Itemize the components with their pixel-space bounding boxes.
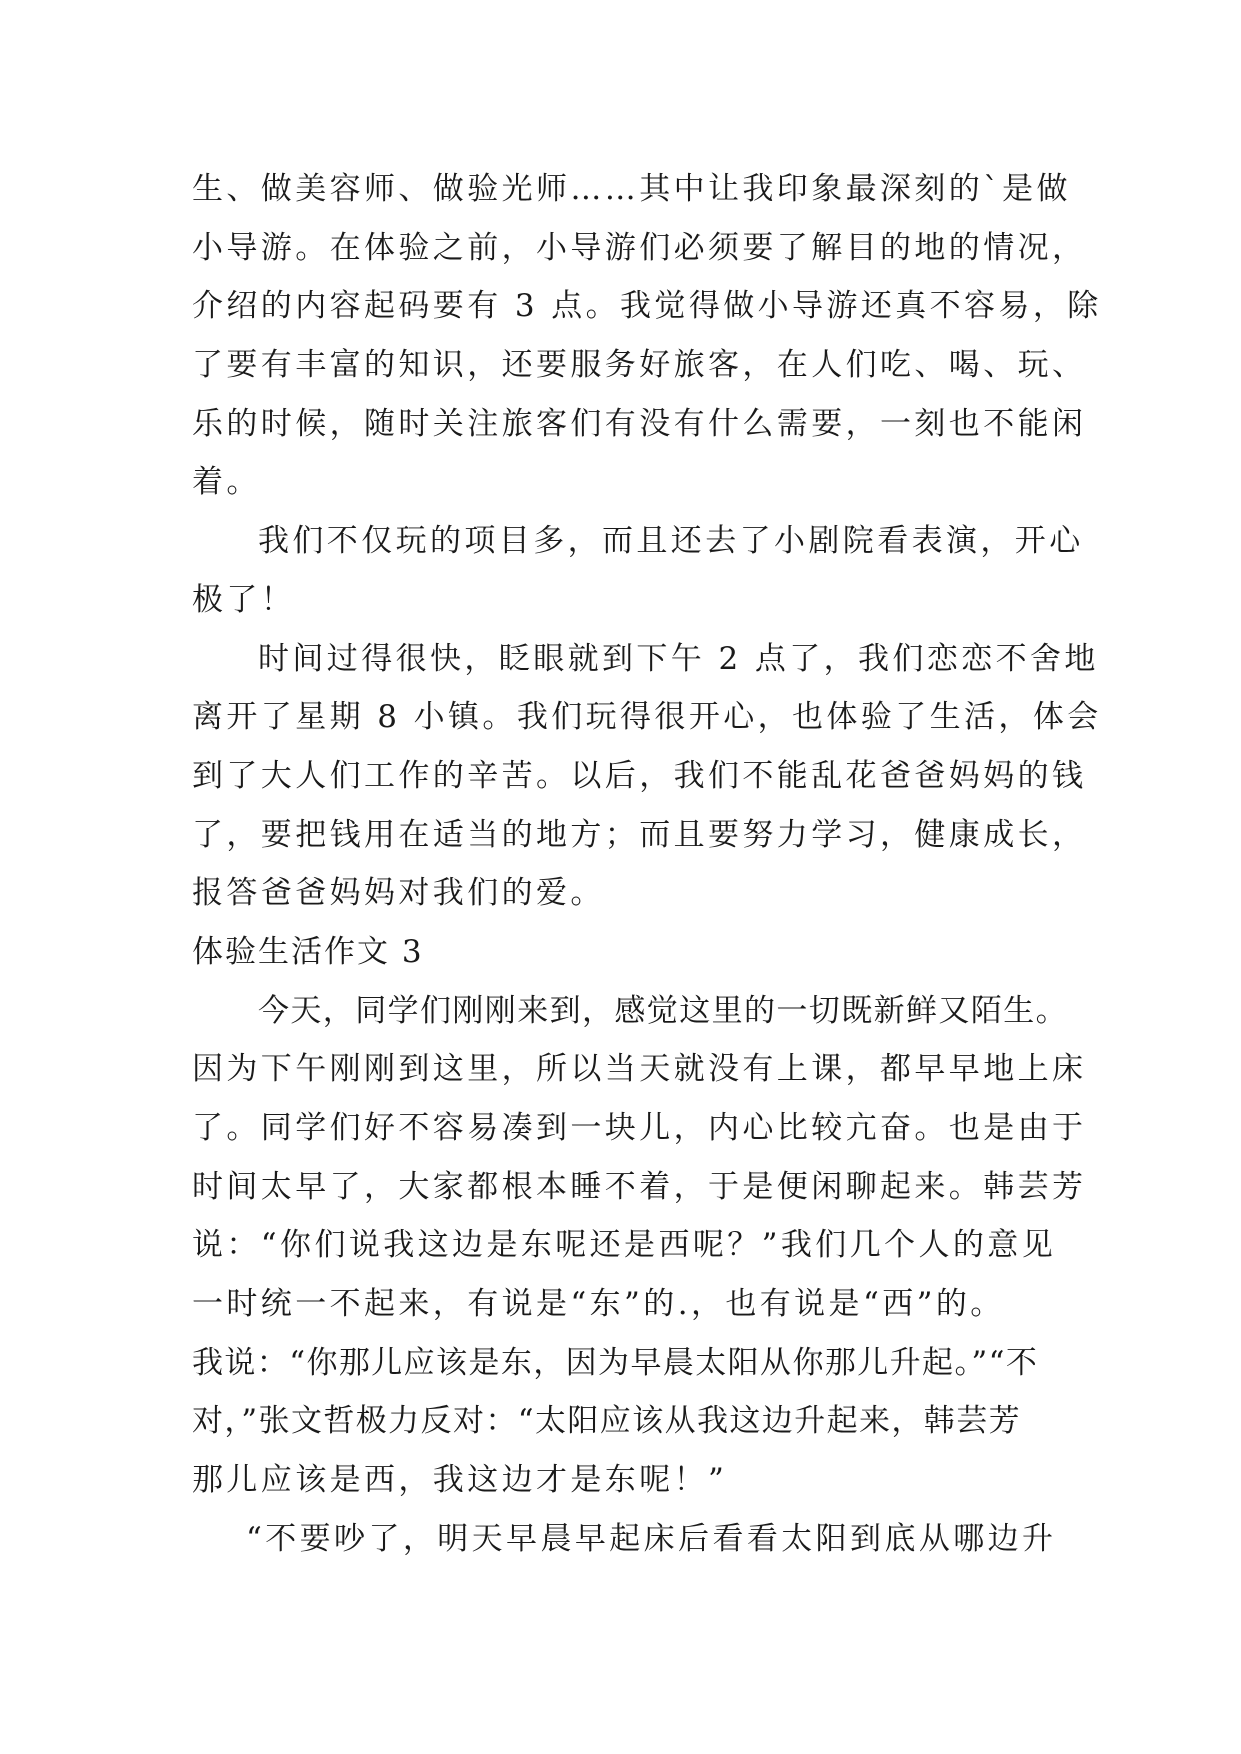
text-line: 对，”张文哲极力反对：“太阳应该从我这边升起来，韩芸芳 [192, 1403, 1021, 1440]
text-line: 因为下午刚刚到这里，所以当天就没有上课，都早早地上床 [192, 1051, 1087, 1088]
text-line: 了要有丰富的知识，还要服务好旅客，在人们吃、喝、玩、 [192, 347, 1087, 384]
text-line: 到了大人们工作的辛苦。以后，我们不能乱花爸爸妈妈的钱 [192, 757, 1087, 794]
section-heading: 体验生活作文 3 [192, 933, 424, 970]
text-line: 一时统一不起来，有说是“东”的.，也有说是“西”的。 [192, 1286, 1005, 1323]
paragraph-first-line: “不要吵了，明天早晨早起床后看看太阳到底从哪边升 [246, 1520, 1057, 1557]
paragraph-first-line: 今天，同学们刚刚来到，感觉这里的一切既新鲜又陌生。 [258, 992, 1068, 1029]
text-line: 说：“你们说我这边是东呢还是西呢？”我们几个人的意见 [192, 1227, 1057, 1264]
text-line: 报答爸爸妈妈对我们的爱。 [192, 875, 605, 912]
text-line: 着。 [192, 464, 261, 501]
document-body [192, 160, 1102, 1569]
text-line: 时间太早了，大家都根本睡不着，于是便闲聊起来。韩芸芳 [192, 1168, 1087, 1205]
paragraph-first-line: 我们不仅玩的项目多，而且还去了小剧院看表演，开心 [258, 523, 1084, 560]
paragraph-first-line: 时间过得很快，眨眼就到下午 2 点了，我们恋恋不舍地 [258, 640, 1099, 677]
text-line: 那儿应该是西，我这边才是东呢！” [192, 1462, 728, 1499]
text-line: 我说：“你那儿应该是东，因为早晨太阳从你那儿升起。”“不 [192, 1344, 1039, 1381]
text-line: 生、做美容师、做验光师……其中让我印象最深刻的`是做 [192, 171, 1071, 207]
text-line: 小导游。在体验之前，小导游们必须要了解目的地的情况， [192, 229, 1087, 266]
text-line: 离开了星期 8 小镇。我们玩得很开心，也体验了生活，体会 [192, 699, 1102, 736]
text-line: 极了！ [192, 581, 296, 618]
text-line: 了。同学们好不容易凑到一块儿，内心比较亢奋。也是由于 [192, 1110, 1087, 1146]
text-line: 了，要把钱用在适当的地方；而且要努力学习，健康成长， [192, 816, 1087, 853]
text-line: 乐的时候，随时关注旅客们有没有什么需要，一刻也不能闲 [192, 405, 1087, 442]
text-line: 介绍的内容起码要有 3 点。我觉得做小导游还真不容易，除 [192, 288, 1102, 325]
